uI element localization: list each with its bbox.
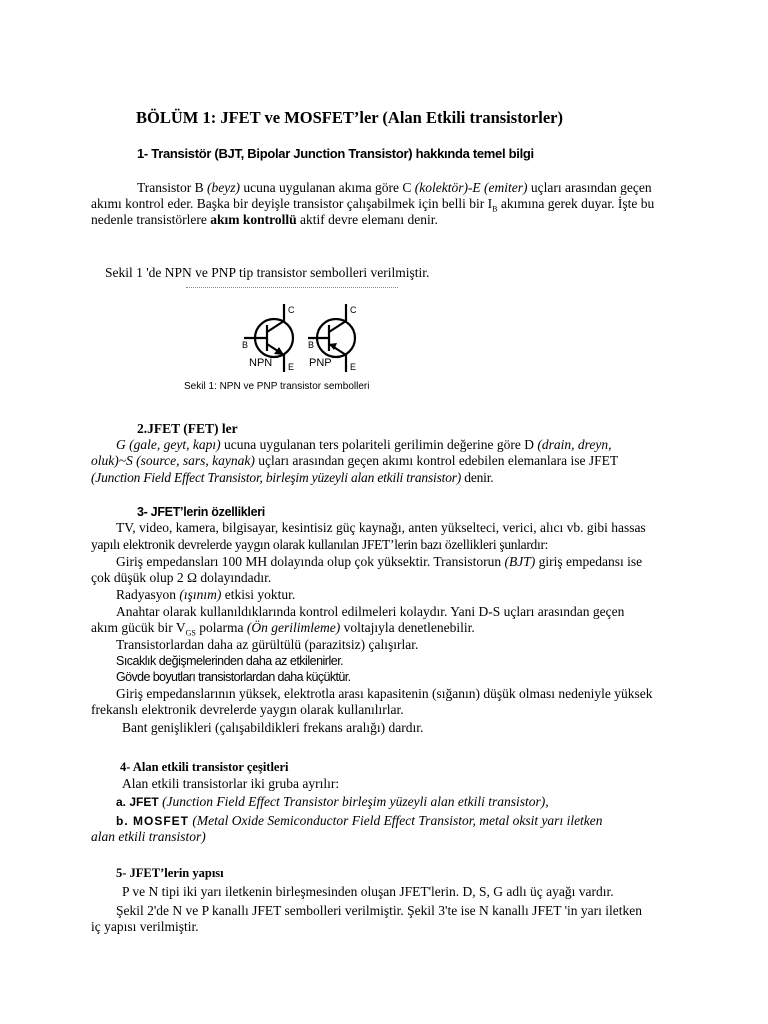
- npn-label: NPN: [249, 357, 273, 369]
- npn-c-label: C: [288, 305, 295, 315]
- text-span: polarma: [195, 620, 247, 635]
- text-span: etkisi yoktur.: [221, 587, 296, 602]
- s3-line-12: frekanslı elektronik devrelerde yaygın olarak kullanılırlar.: [91, 702, 404, 717]
- section-2-heading: 2.JFET (FET) ler: [137, 421, 238, 436]
- s3-line-6: Anahtar olarak kullanıldıklarında kontrol edilmeleri kolaydır. Yani D-S uçları arasından geçen: [116, 604, 625, 619]
- text-span: Giriş empedansları 100 MH dolayında olup çok yüksektir. Transistorun: [116, 554, 505, 569]
- text-span: (beyz): [207, 180, 241, 195]
- npn-b-label: B: [242, 340, 249, 350]
- section-4-heading: 4- Alan etkili transistor çeşitleri: [120, 760, 289, 774]
- s3-line-9: Sıcaklık değişmelerinden daha az etkilenirler.: [116, 654, 344, 668]
- text-span: uçları arasından geçen akımı kontrol edebilen elemanlara ise JFET: [254, 453, 619, 468]
- section-5-heading: 5- JFET’lerin yapısı: [116, 866, 224, 880]
- s3-line-1: TV, video, kamera, bilgisayar, kesintisiz güç kaynağı, anten yükselteci, verici, alıcı vb. gibi hassas: [116, 520, 646, 535]
- text-span: denir.: [461, 470, 494, 485]
- pnp-c-label: C: [350, 305, 357, 315]
- subscript: GS: [185, 628, 196, 638]
- pnp-label: PNP: [309, 357, 332, 369]
- s4-item-a: [116, 794, 549, 810]
- figure-1: [186, 287, 398, 382]
- s5-line-3: iç yapısı verilmiştir.: [91, 919, 199, 934]
- item-a-label: a. JFET: [116, 795, 159, 809]
- s3-line-5: [116, 587, 295, 603]
- s3-line-3: [116, 554, 642, 570]
- page-title: BÖLÜM 1: JFET ve MOSFET’ler (Alan Etkili transistorler): [136, 108, 563, 127]
- text-span: akımı kontrol eder. Başka bir deyişle transistor çalışabilmek için belli bir I: [91, 196, 493, 211]
- text-span: (Junction Field Effect Transistor, birleşim yüzeyli alan etkili transistor): [91, 470, 462, 485]
- s5-line-1: P ve N tipi iki yarı iletkenin birleşmesinden oluşan JFET'lerin. D, S, G adlı üç ayağı vardır.: [122, 884, 614, 899]
- text-span: akım gücük bir V: [91, 620, 186, 635]
- text-span: Transistor B: [137, 180, 208, 195]
- s2-line-2: [91, 453, 618, 469]
- s2-line-1: [116, 437, 612, 453]
- text-span: (BJT): [504, 554, 536, 569]
- pnp-b-label: B: [308, 340, 315, 350]
- text-span: nedenle transistörlere: [91, 212, 211, 227]
- s3-line-10: Gövde boyutları transistorlardan daha küçüktür.: [116, 670, 351, 684]
- s4-line-1: Alan etkili transistorlar iki gruba ayrılır:: [122, 776, 340, 791]
- s3-line-2: yapılı elektronik devrelerde yaygın olarak kullanılan JFET’lerin bazı özellikleri şunlardır:: [91, 537, 549, 552]
- figure-1-caption: Sekil 1: NPN ve PNP transistor sembolleri: [184, 381, 370, 392]
- subscript: B: [492, 204, 498, 214]
- section-3-heading: 3- JFET’lerin özellikleri: [137, 505, 265, 519]
- s1-line-1: [137, 180, 652, 196]
- item-b-text: (Metal Oxide Semiconductor Field Effect Transistor, metal oksit yarı iletken: [189, 813, 603, 828]
- s3-line-4: çok düşük olup 2 Ω dolayındadır.: [91, 570, 272, 585]
- text-span: (ışınım): [179, 587, 222, 602]
- s4-item-b-cont: alan etkili transistor): [91, 829, 206, 844]
- transistor-symbols-image: [186, 288, 398, 382]
- text-span: uçları arasından geçen: [527, 180, 652, 195]
- text-span: G (gale, geyt, kapı): [116, 437, 221, 452]
- s3-line-11: Giriş empedanslarının yüksek, elektrotla arası kapasitenin (sığanın) düşük olması nedeniyle yüksek: [116, 686, 653, 701]
- text-span: voltajıyla denetlenebilir.: [340, 620, 475, 635]
- text-span: oluk)~S (source, sars, kaynak): [91, 453, 255, 468]
- text-span: akımına gerek duyar. İşte bu: [497, 196, 655, 211]
- text-span: (Ön gerilimleme): [246, 620, 341, 635]
- item-b-label: b. MOSFET: [116, 814, 189, 828]
- s3-line-8: Transistorlardan daha az gürültülü (parazitsiz) çalışırlar.: [116, 637, 419, 652]
- text-span: giriş empedansı ise: [535, 554, 643, 569]
- s3-line-13: Bant genişlikleri (çalışabildikleri frekans aralığı) dardır.: [122, 720, 424, 735]
- s1-line-3: [91, 212, 438, 228]
- pnp-e-label: E: [350, 362, 357, 372]
- text-span: (drain, dreyn,: [537, 437, 612, 452]
- section-1-heading: 1- Transistör (BJT, Bipolar Junction Transistor) hakkında temel bilgi: [137, 146, 534, 161]
- s2-line-3: [91, 470, 493, 486]
- text-span: ucuna uygulanan ters polariteli gerilimin değerine göre D: [220, 437, 538, 452]
- sekil-1-intro: Sekil 1 'de NPN ve PNP tip transistor sembolleri verilmiştir.: [105, 265, 430, 280]
- s4-item-b: [116, 813, 603, 829]
- bold-span: akım kontrollü: [210, 212, 297, 227]
- item-a-text: (Junction Field Effect Transistor birleşim yüzeyli alan etkili transistor),: [158, 794, 549, 809]
- s5-line-2: Şekil 2'de N ve P kanallı JFET sembolleri verilmiştir. Şekil 3'te ise N kanallı JFET 'in yarı iletken: [116, 903, 642, 918]
- text-span: ucuna uygulanan akıma göre C: [240, 180, 415, 195]
- npn-e-label: E: [288, 362, 295, 372]
- text-span: Radyasyon: [116, 587, 180, 602]
- text-span: (kolektör)-E (emiter): [414, 180, 528, 195]
- text-span: aktif devre elemanı denir.: [296, 212, 438, 227]
